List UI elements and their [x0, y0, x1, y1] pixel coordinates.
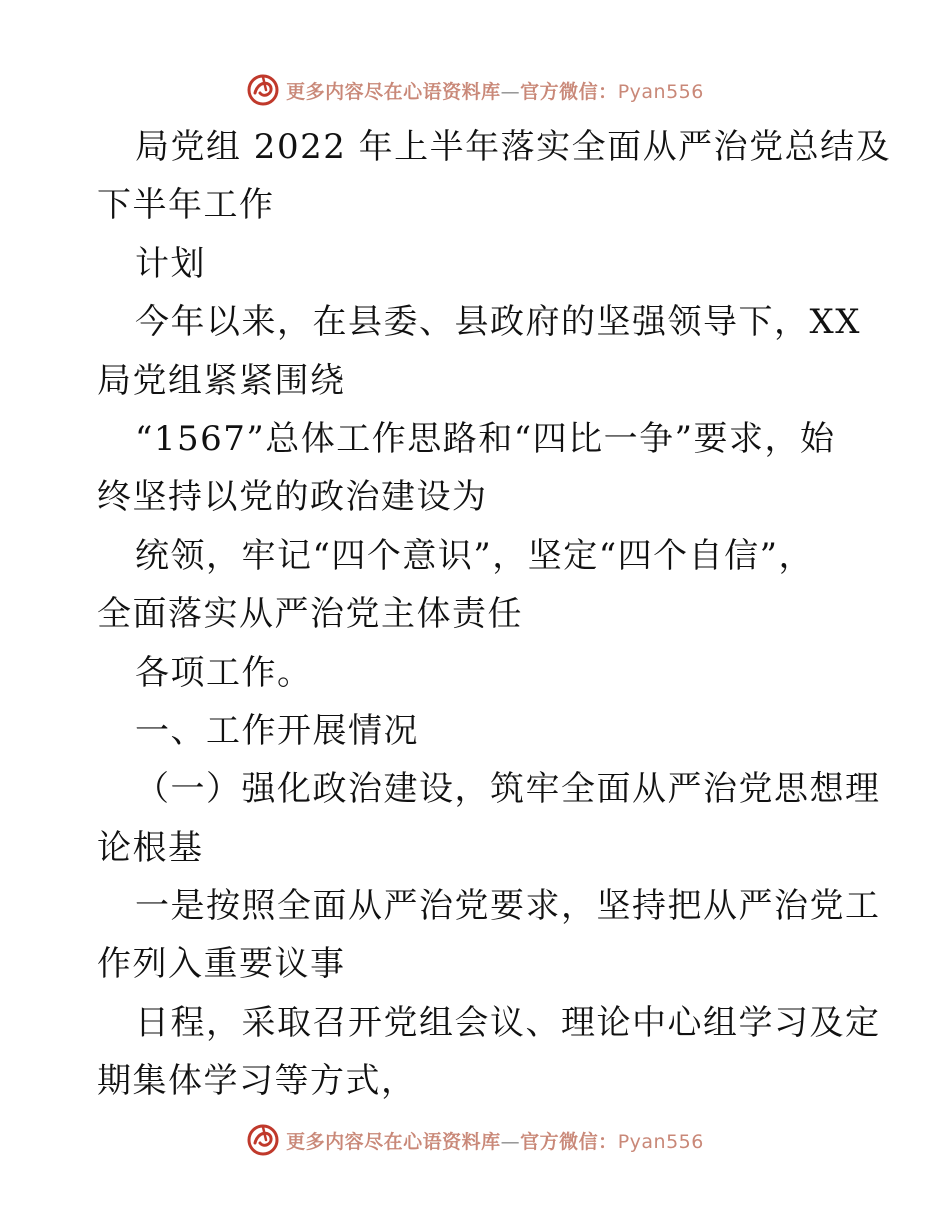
doc-line: 今年以来，在县委、县政府的坚强领导下，XX: [135, 302, 861, 343]
document-body: [97, 118, 892, 1111]
watermark-separator: —: [500, 80, 521, 103]
subsection-heading: （一）强化政治建设，筑牢全面从严治党思想理: [135, 769, 881, 810]
doc-line: 日程，采取召开党组会议、理论中心组学习及定: [135, 1002, 881, 1043]
doc-line: 局党组 2022 年上半年落实全面从严治党总结及: [135, 127, 892, 167]
header-watermark: [0, 70, 950, 110]
watermark-text: [286, 77, 704, 104]
doc-line: 下半年工作: [97, 185, 275, 226]
stylized-swirl-logo-icon: [246, 1123, 280, 1157]
watermark-official: 官方微信：: [520, 80, 618, 103]
watermark-separator: —: [500, 1130, 521, 1153]
watermark-handle: Pyan556: [617, 1130, 704, 1153]
watermark-handle: Pyan556: [617, 80, 704, 103]
doc-line: 各项工作。: [135, 652, 313, 693]
section-heading: 一、工作开展情况: [135, 710, 419, 751]
watermark-main: 更多内容尽在心语资料库: [286, 80, 501, 103]
stylized-swirl-logo-icon: [246, 73, 280, 107]
doc-line: 局党组紧紧围绕: [97, 360, 346, 401]
doc-line: 终坚持以党的政治建设为: [97, 477, 488, 518]
watermark-official: 官方微信：: [520, 1130, 618, 1153]
doc-line: 全面落实从严治党主体责任: [97, 594, 523, 635]
watermark-main: 更多内容尽在心语资料库: [286, 1130, 501, 1153]
watermark-text: [286, 1127, 704, 1154]
doc-line: 论根基: [97, 827, 204, 868]
doc-line: 计划: [135, 243, 206, 284]
doc-line: 作列入重要议事: [97, 944, 346, 985]
doc-line: 一是按照全面从严治党要求，坚持把从严治党工: [135, 886, 881, 927]
footer-watermark: [0, 1120, 950, 1160]
doc-line: “1567”总体工作思路和“四比一争”要求，始: [135, 418, 836, 459]
doc-line: 统领，牢记“四个意识”，坚定“四个自信”，: [135, 535, 815, 576]
doc-line: 期集体学习等方式，: [97, 1061, 417, 1102]
